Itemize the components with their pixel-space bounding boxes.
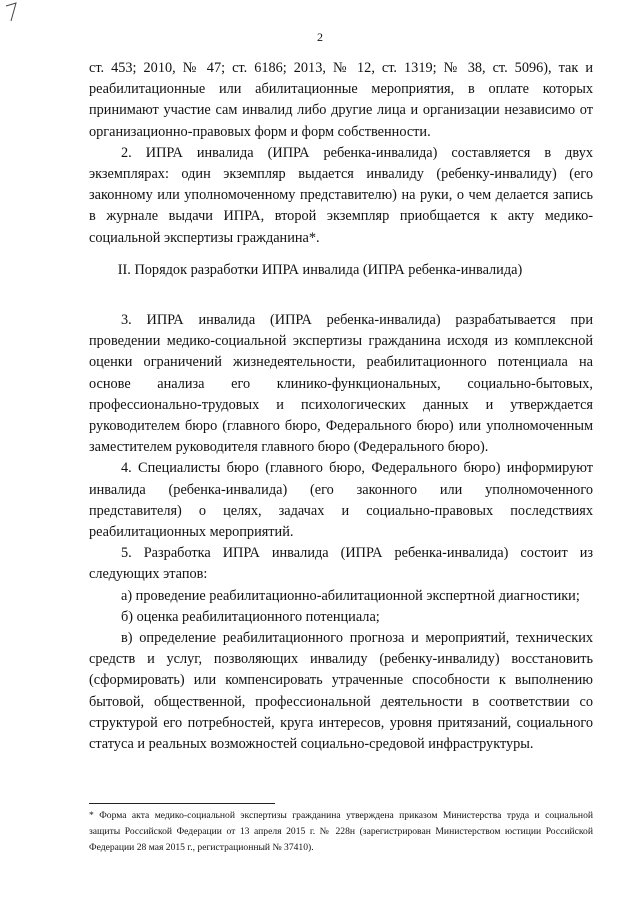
footnote-divider [89, 803, 275, 804]
section-heading: II. Порядок разработки ИПРА инвалида (ИПРА ребенка-инвалида) [117, 262, 523, 278]
list-item-v: в) определение реабилитационного прогноза и мероприятий, технических средств и услуг, позволяющих инвалиду (ребенку-инвалиду) восстановить (сформировать) или компенсировать утраченные способности к выполнению бытовой, общественной, профессиональной деятельности в соответствии со структурой его потребностей, круга интересов, уровня притязаний, социального статуса и реальных возможностей социально-средовой инфраструктуры. [89, 630, 593, 753]
intro-block [89, 58, 593, 249]
list-item-b: б) оценка реабилитационного потенциала; [121, 608, 380, 625]
paragraph-5: 5. Разработка ИПРА инвалида (ИПРА ребенка-инвалида) состоит из следующих этапов: [89, 545, 593, 583]
paragraph-2: 2. ИПРА инвалида (ИПРА ребенка-инвалида) составляется в двух экземплярах: один экземпляр выдается инвалиду (ребенку-инвалиду) (его законному или уполномоченному представителю) на руки, о чем делается запись в журнале выдачи ИПРА, второй экземпляр приобщается к акту медико-социальной экспертизы гражданина*. [89, 144, 593, 246]
list-item-a: а) проведение реабилитационно-абилитационной экспертной диагностики; [121, 587, 580, 604]
section-body [89, 310, 593, 755]
paragraph-4: 4. Специалисты бюро (главного бюро, Федерального бюро) информируют инвалида (ребенка-инвалида) (его законного или уполномоченного представителя) о целях, задачах и социально-правовых последствиях реабилитационных мероприятий. [89, 460, 593, 541]
page-number: 2 [317, 30, 323, 44]
corner-pen-mark [4, 2, 18, 22]
paragraph-3: 3. ИПРА инвалида (ИПРА ребенка-инвалида) разрабатывается при проведении медико-социальной экспертизы гражданина исходя из комплексной оценки ограничений жизнедеятельности, реабилитационного потенциала на основе анализа его клинико-функциональных, социально-бытовых, профессионально-трудовых и психологических данных и утверждается руководителем бюро (главного бюро, Федерального бюро) или уполномоченным заместителем руководителя главного бюро (Федерального бюро). [89, 312, 593, 456]
paragraph-continuation: ст. 453; 2010, № 47; ст. 6186; 2013, № 12, ст. 1319; № 38, ст. 5096), так и реабилитационные или абилитационные мероприятия, в оплате которых принимают участие сам инвалид либо другие лица и организации независимо от организационно-правовых форм и форм собственности. [89, 60, 593, 140]
footnote: * Форма акта медико-социальной экспертизы гражданина утверждена приказом Министерства труда и социальной защиты Российской Федерации от 13 апреля 2015 г. № 228н (зарегистрирован Министерством юстиции Российской Федерации 28 мая 2015 г., регистрационный № 37410). [89, 810, 593, 853]
